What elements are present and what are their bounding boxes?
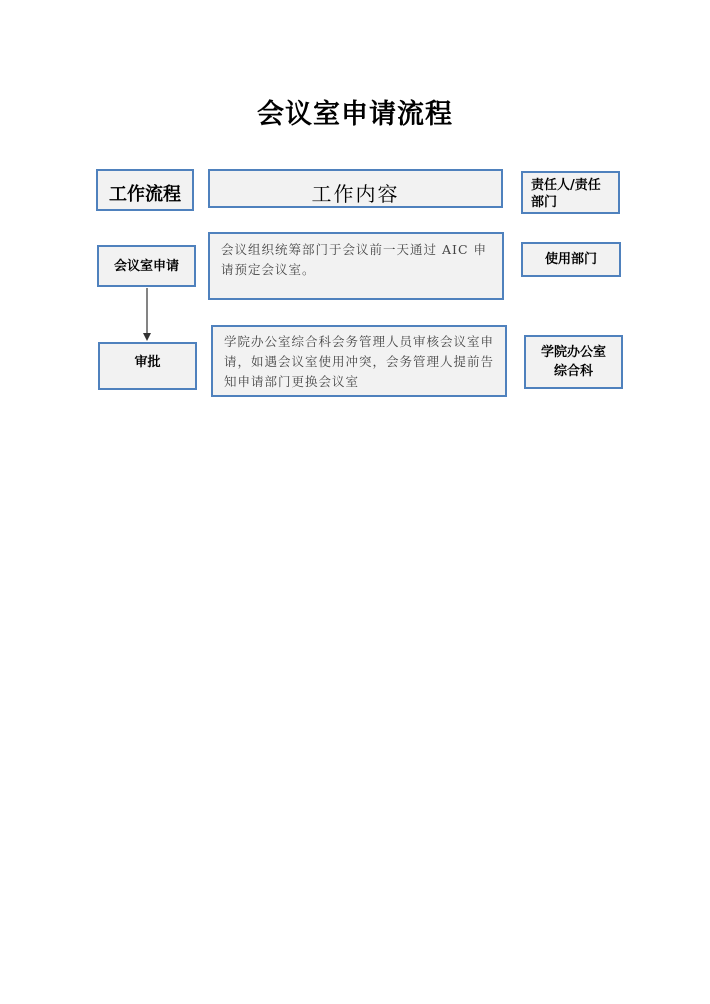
arrow-head-icon bbox=[143, 333, 151, 341]
header-responsible-line1: 责任人/责任 bbox=[531, 178, 601, 193]
header-content-label: 工作内容 bbox=[311, 182, 400, 206]
step-2-content-box bbox=[211, 325, 507, 397]
step-1-responsible-line1: 使用部门 bbox=[544, 252, 597, 267]
step-2-responsible-line1: 学院办公室 bbox=[540, 345, 606, 360]
step-2-responsible-label bbox=[526, 343, 621, 381]
step-2-process-box bbox=[98, 342, 197, 390]
header-responsible-line2: 部门 bbox=[531, 195, 558, 210]
step-2-content-text: 学院办公室综合科会务管理人员审核会议室申请，如遇会议室使用冲突，会务管理人提前告知申请部门更换会议室 bbox=[224, 334, 495, 389]
step-2-process-label: 审批 bbox=[134, 355, 161, 370]
header-process-label: 工作流程 bbox=[109, 184, 181, 205]
step-1-process-label: 会议室申请 bbox=[113, 259, 179, 274]
step-2-responsible-box bbox=[524, 335, 623, 389]
step-2-responsible-line2: 综合科 bbox=[553, 364, 593, 379]
page-title: 会议室申请流程 bbox=[257, 99, 453, 130]
step-1-content-text: 会议组织统筹部门于会议前一天通过 AIC 申请预定会议室。 bbox=[221, 242, 487, 277]
